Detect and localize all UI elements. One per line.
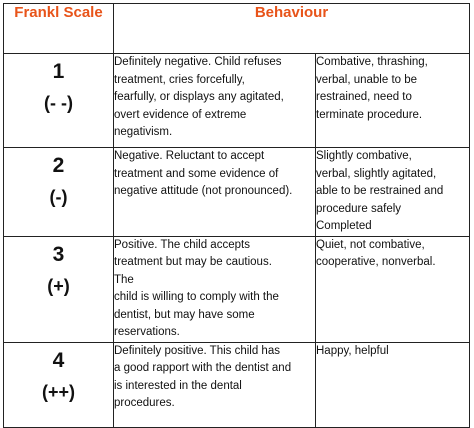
scale-sign: (++)	[41, 381, 75, 402]
behaviour-line: Combative, thrashing,	[316, 56, 428, 68]
scale-cell	[4, 236, 114, 342]
scale-cell	[4, 54, 114, 148]
behaviour-cell	[316, 342, 470, 427]
frankl-scale-header: Frankl Scale	[4, 4, 114, 54]
behaviour-cell	[316, 54, 470, 148]
behaviour-cell	[316, 236, 470, 342]
scale-number: 3	[52, 242, 65, 266]
behaviour-cell	[316, 148, 470, 237]
description-line: Positive. The child accepts	[114, 238, 250, 251]
description-line: negativism.	[114, 126, 173, 138]
description-line: The	[114, 273, 134, 286]
header-row	[4, 4, 470, 54]
behaviour-line: Quiet, not combative,	[316, 238, 425, 251]
description-line: negative attitude (not pronounced).	[114, 185, 293, 197]
scale-sign: (- -)	[44, 93, 73, 113]
description-line: fearfully, or displays any agitated,	[114, 91, 284, 103]
description-line: procedures.	[114, 397, 175, 409]
behaviour-line: restrained, need to	[316, 91, 412, 103]
behaviour-line: verbal, slightly agitated,	[316, 167, 437, 180]
description-line: Definitely negative. Child refuses	[114, 56, 282, 68]
table-row	[4, 236, 470, 342]
description-line: Definitely positive. This child has	[114, 344, 280, 357]
description-line: overt evidence of extreme	[114, 108, 247, 121]
description-line: treatment and some evidence of	[114, 167, 279, 180]
description-cell	[114, 54, 316, 148]
behaviour-line: terminate procedure.	[316, 108, 423, 121]
scale-number: 4	[52, 348, 65, 372]
behaviour-header: Behaviour	[114, 4, 470, 54]
scale-cell	[4, 342, 114, 427]
scale-sign: (+)	[47, 275, 70, 296]
behaviour-line: Slightly combative,	[316, 150, 412, 162]
description-line: treatment, cries forcefully,	[114, 73, 245, 86]
description-line: child is willing to comply with the	[114, 291, 279, 303]
description-line: reservations.	[114, 326, 180, 338]
behaviour-line: Completed	[316, 220, 372, 232]
scale-number: 1	[52, 60, 65, 83]
description-line: treatment but may be cautious.	[114, 256, 272, 268]
description-cell	[114, 148, 316, 237]
table-row	[4, 54, 470, 148]
scale-cell	[4, 148, 114, 237]
description-line: a good rapport with the dentist and	[114, 362, 292, 374]
table-row	[4, 148, 470, 237]
scale-sign: (-)	[49, 187, 68, 207]
behaviour-line: procedure safely	[316, 202, 402, 215]
description-line: Negative. Reluctant to accept	[114, 150, 265, 162]
description-line: dentist, but may have some	[114, 308, 255, 321]
frankl-scale-table	[3, 3, 470, 428]
scale-number: 2	[52, 154, 65, 177]
description-cell	[114, 342, 316, 427]
behaviour-line: Happy, helpful	[316, 344, 389, 357]
description-line: is interested in the dental	[114, 379, 242, 392]
behaviour-line: able to be restrained and	[316, 185, 444, 197]
behaviour-line: cooperative, nonverbal.	[316, 256, 436, 268]
table-row	[4, 342, 470, 427]
behaviour-line: verbal, unable to be	[316, 73, 418, 86]
description-cell	[114, 236, 316, 342]
